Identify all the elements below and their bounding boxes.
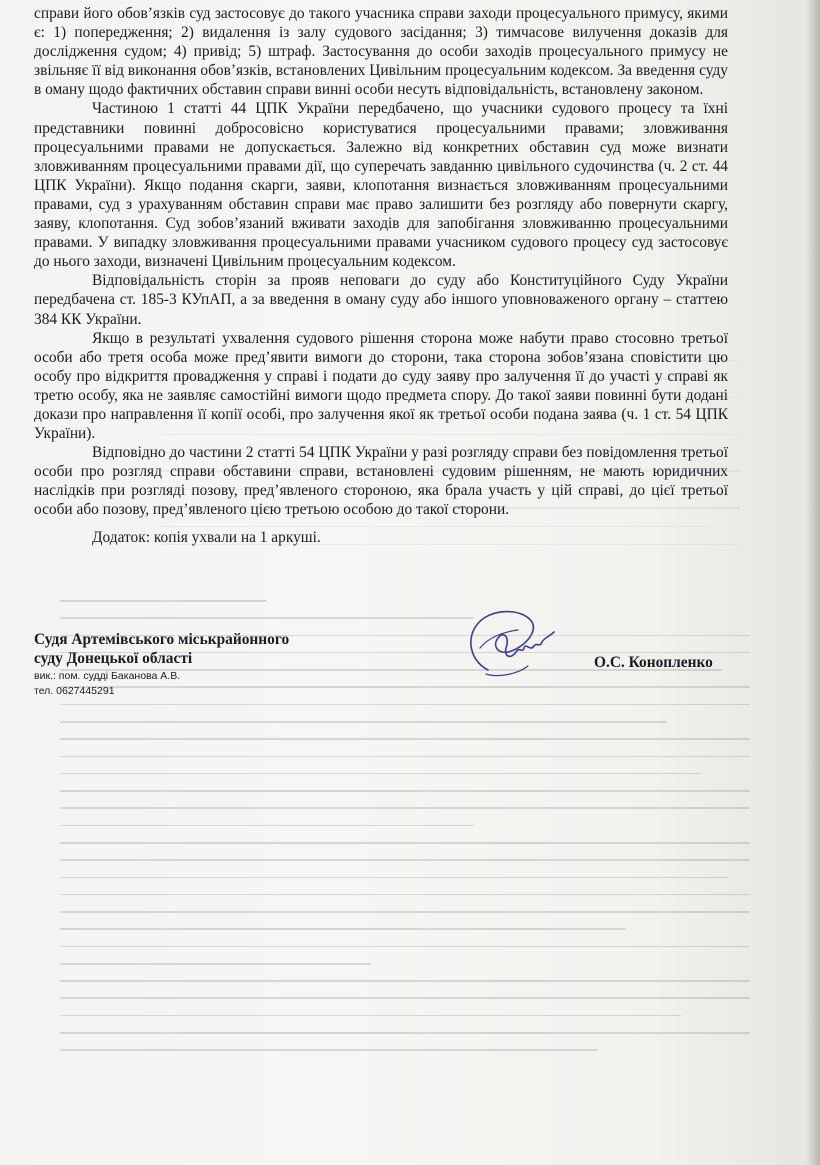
paragraph-3: Відповідальність сторін за прояв неповаги до суду або Конституційного Суду України передбачена ст. 185-3 КУпАП, а за введення в оману суду або іншого уповноваженого органу – статтею 384 КК України.: [34, 272, 728, 328]
phone-note: тел. 0627445291: [34, 685, 115, 697]
judge-title-line-1: Судя Артемівського міськрайонного: [34, 631, 290, 648]
handwritten-signature: [458, 608, 558, 684]
paragraph-1: справи його обов’язків суд застосовує до такого учасника справи заходи процесуального примусу, якими є: 1) попередження; 2) видалення із залу судового засідання; 3) тимчасове вилучення доказів для дослідження судом; 4) привід; 5) штраф. Застосування до особи заходів процесуального примусу не звільняє її від виконання обов’язків, встановлених Цивільним процесуальним кодексом. За введення суду в оману щодо фактичних обставин справи винні особи несуть відповідальність, встановлену законом.: [34, 5, 728, 99]
scan-edge-shadow: [806, 0, 820, 1165]
signature-block: [34, 630, 734, 700]
judge-title-line-2: суду Донецької області: [34, 650, 193, 667]
executor-note: вик.: пом. судді Баканова А.В.: [34, 670, 181, 682]
signer-name: О.С. Конопленко: [594, 654, 713, 671]
addendum-note: Додаток: копія ухвали на 1 аркуші.: [92, 528, 321, 546]
paragraph-4: Якщо в результаті ухвалення судового рішення сторона може набути право стосовно третьої особи або третя особа може пред’явити вимоги до сторони, така сторона зобов’язана сповістити цю особу про відкриття провадження у справі і подати до суду заяву про залучення її до участі у справі як третю особу, яка не заявляє самостійні вимоги щодо предмета спору. До такої заяви повинні бути додані докази про направлення її копії особі, про залучення якої як третьої особи подана заява (ч. 1 ст. 54 ЦПК України).: [34, 329, 728, 443]
paragraph-5: Відповідно до частини 2 статті 54 ЦПК України у разі розгляду справи без повідомлення третьої особи про розгляд справи обставини справи, встановлені судовим рішенням, не мають юридичних наслідків при розгляді позову, пред’явленого стороною, яка брала участь у цій справі, до цієї третьої особи або позову, пред’явленого цією третьою особою до такої сторони.: [34, 444, 728, 519]
paragraph-2: Частиною 1 статті 44 ЦПК України передбачено, що учасники судового процесу та їхні представники повинні добросовісно користуватися процесуальними правами; зловживання процесуальними правами не допускається. Залежно від конкретних обставин суд може визнати зловживанням процесуальними правами дії, що суперечать завданню цивільного судочинства (ч. 2 ст. 44 ЦПК України). Якщо подання скарги, заяви, клопотання визнається зловживанням процесуальними правами, суд з урахуванням обставин справи має право залишити без розгляду або повернути скаргу, заяву, клопотання. Суд зобов’язаний вживати заходів для запобігання зловживанню процесуальними правами. У випадку зловживання процесуальними правами учасником судового процесу суд застосовує до нього заходи, визначені Цивільним процесуальним кодексом.: [34, 100, 728, 271]
letter-body: [34, 4, 728, 547]
